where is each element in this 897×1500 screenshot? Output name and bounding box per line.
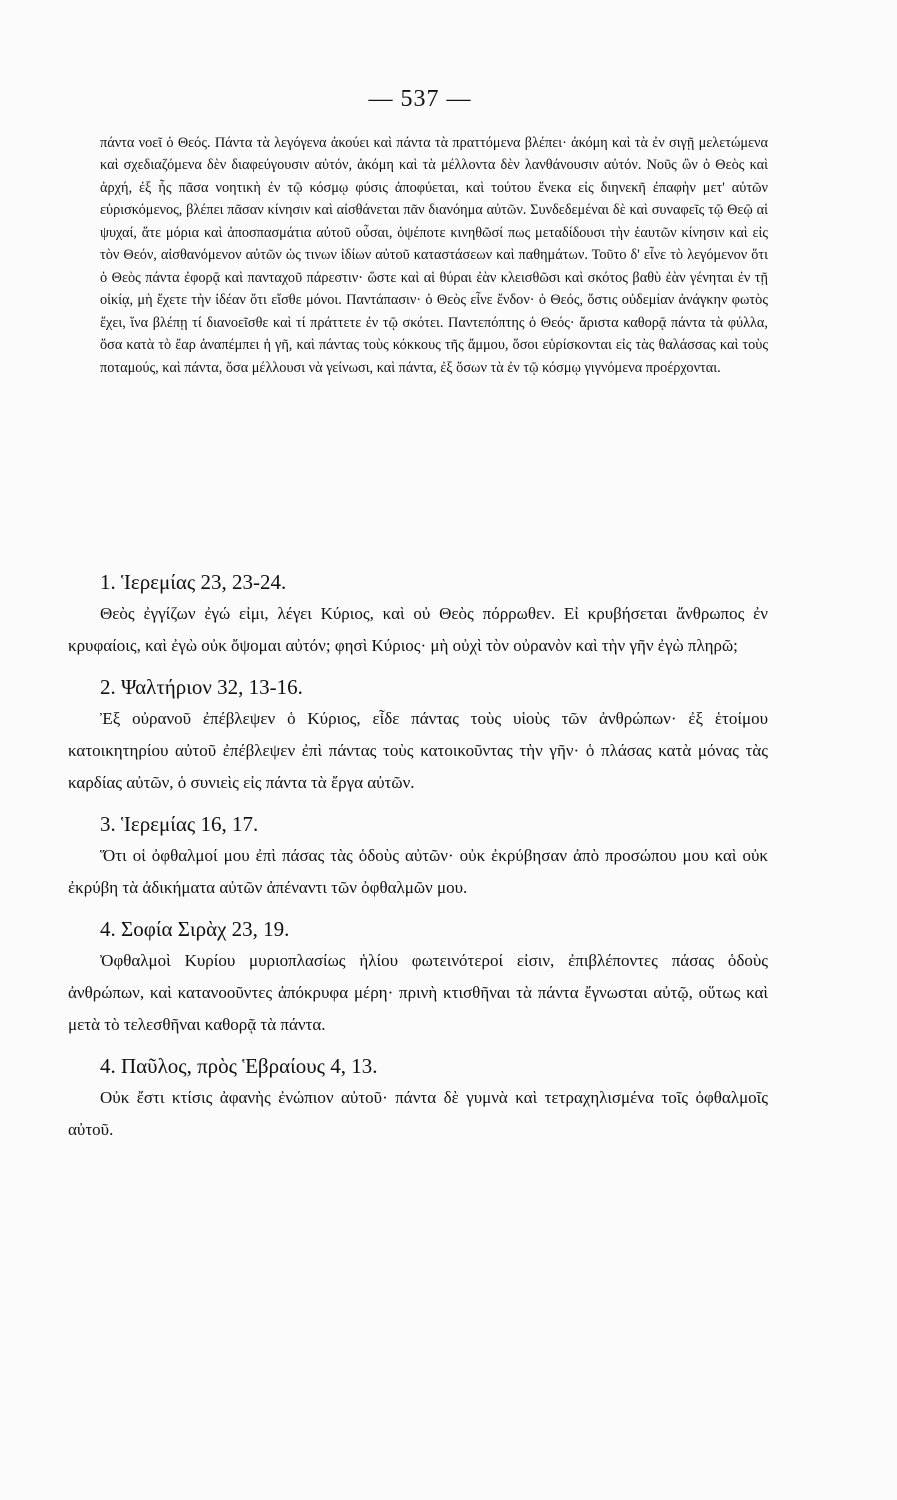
quote-text: Οὐκ ἔστι κτίσις ἀφανὴς ἐνώπιον αὐτοῦ· πάντα δὲ γυμνὰ καὶ τετραχηλισμένα τοῖς ὀφθαλμοῖς αὐτοῦ. (68, 1088, 768, 1139)
quote-text: Ἐξ οὐρανοῦ ἐπέβλεψεν ὁ Κύριος, εἶδε πάντας τοὺς υἱοὺς τῶν ἀνθρώπων· ἐξ ἑτοίμου κατοικητηρίου αὐτοῦ ἐπέβλεψεν ἐπὶ πάντας τοὺς κατοικοῦντας τὴν γῆν· ὁ πλάσας κατὰ μόνας τὰς καρδίας αὐτῶν, ὁ συνιεὶς εἰς πάντα τὰ ἔργα αὐτῶν. (68, 709, 768, 792)
quote-text: Ὅτι οἱ ὀφθαλμοί μου ἐπὶ πάσας τὰς ὁδοὺς αὐτῶν· οὐκ ἐκρύβησαν ἀπὸ προσώπου μου καὶ οὐκ ἐκρύβη τὰ ἀδικήματα αὐτῶν ἀπέναντι τῶν ὀφθαλμῶν μου. (68, 846, 768, 897)
quote-reference: 1. Ἱερεμίας 23, 23-24. (100, 570, 287, 594)
quote-reference: 2. Ψαλτήριον 32, 13-16. (100, 675, 303, 699)
quote-block (68, 913, 768, 1041)
commentary-paragraph: πάντα νοεῖ ὁ Θεός. Πάντα τὰ λεγόγενα ἀκούει καὶ πάντα τὰ πραττόμενα βλέπει· ἀκόμη καὶ τὰ ἐν σιγῇ μελετώμενα καὶ σχεδιαζόμενα δὲν διαφεύγουσιν αὐτόν, ἀκόμη καὶ τὰ μέλλοντα δὲν λανθάνουσιν αὐτόν. Νοῦς ὢν ὁ Θεὸς καὶ ἀρχή, ἐξ ἧς πᾶσα νοητικὴ ἐν τῷ κόσμῳ φύσις ἀποφύεται, καὶ τούτου ἕνεκα εἰς διηνεκῆ ἐπαφὴν μετ' αὐτῶν εὑρισκόμενος, βλέπει πᾶσαν κίνησιν καὶ αἰσθάνεται πᾶν διανόημα αὐτῶν. Συνδεδεμέναι δὲ καὶ συναφεῖς τῷ Θεῷ αἱ ψυχαί, ἅτε μόρια καὶ ἀποσπασμάτια αὐτοῦ οὖσαι, ὁψέποτε κινηθῶσί πως μεταδίδουσι τὴν ἑαυτῶν κίνησιν καὶ εἰς τὸν Θεόν, αἰσθανόμενον αὐτῶν ὡς τινων ἰδίων αὐτοῦ καταστάσεων καὶ παθημάτων. Τοῦτο δ' εἶνε τὸ λεγόμενον ὅτι ὁ Θεὸς πάντα ἐφορᾷ καὶ πανταχοῦ πάρεστιν· ὥστε καὶ αἱ θύραι ἐὰν κλεισθῶσι καὶ σκότος βαθὺ ἐὰν γένηται ἐν τῇ οἰκίᾳ, μὴ ἔχετε τὴν ἰδέαν ὅτι εἴσθε μόνοι. Παντάπασιν· ὁ Θεὸς εἶνε ἔνδον· ὁ Θεός, ὅστις οὐδεμίαν ἀνάγκην φωτὸς ἔχει, ἵνα βλέπῃ τί διανοεῖσθε καὶ τί πράττετε ἐν τῷ σκότει. Παντεπόπτης ὁ Θεός· ἄριστα καθορᾷ πάντα τὰ φύλλα, ὅσα κατὰ τὸ ἔαρ ἀναπέμπει ἡ γῆ, καὶ πάντας τοὺς κόκκους τῆς ἄμμου, ὅσοι εὑρίσκονται εἰς τὰς θαλάσσας καὶ τοὺς ποταμούς, καὶ πάντα, ὅσα μέλλουσι νὰ γείνωσι, καὶ πάντα, ἐξ ὅσων τὰ ἐν τῷ κόσμῳ γιγνόμενα προέρχονται. (100, 135, 768, 376)
quote-text: Θεὸς ἐγγίζων ἐγώ εἰμι, λέγει Κύριος, καὶ οὐ Θεὸς πόρρωθεν. Εἰ κρυβήσεται ἄνθρωπος ἐν κρυφαίοις, καὶ ἐγὼ οὐκ ὄψομαι αὐτόν; φησὶ Κύριος· μὴ οὐχὶ τὸν οὐρανὸν καὶ τὴν γῆν ἐγὼ πληρῶ; (68, 604, 768, 655)
quote-reference: 4. Σοφία Σιρὰχ 23, 19. (100, 917, 290, 941)
quote-block (68, 1050, 768, 1146)
quote-reference: 3. Ἱερεμίας 16, 17. (100, 812, 259, 836)
scripture-quotes (68, 566, 768, 1155)
quote-text: Ὀφθαλμοὶ Κυρίου μυριοπλασίως ἡλίου φωτεινότεροί εἰσιν, ἐπιβλέποντες πάσας ὁδοὺς ἀνθρώπων, καὶ κατανοοῦντες ἀπόκρυφα μέρη· πρινὴ κτισθῆναι τὰ πάντα ἔγνωσται αὐτῷ, οὕτως καὶ μετὰ τὸ τελεσθῆναι καθορᾷ τὰ πάντα. (68, 951, 768, 1034)
page-number: — 537 — (368, 86, 472, 112)
quote-block (68, 808, 768, 904)
quote-block (68, 671, 768, 799)
quote-block (68, 566, 768, 662)
quote-reference: 4. Παῦλος, πρὸς Ἑβραίους 4, 13. (100, 1054, 378, 1078)
